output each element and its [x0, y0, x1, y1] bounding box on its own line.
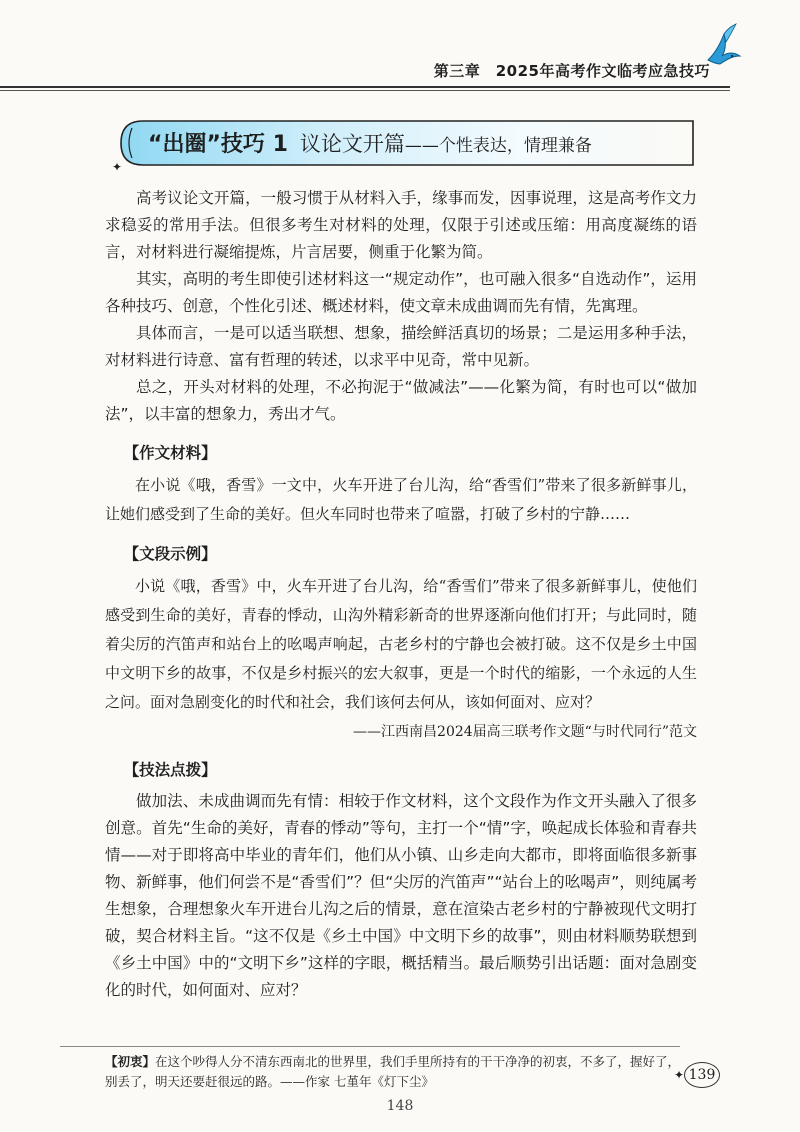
footer-rule [60, 1046, 680, 1047]
banner-tag: “出圈”技巧 1 [148, 132, 288, 157]
footer-quote-label: 【初衷】 [105, 1054, 156, 1069]
footer-quote-text: 在这个吵得人分不清东西南北的世界里，我们手里所持有的干干净净的初衷，不多了，握好了，别丢了，明天还要赶很远的路。——作家 七堇年《灯下尘》 [105, 1054, 681, 1089]
sparkle-icon: ✦ [673, 1068, 684, 1082]
article-body [105, 185, 697, 1004]
technique-text: 做加法、未成曲调而先有情：相较于作文材料，这个文段作为作文开头融入了很多创意。首先“生命的美好，青春的悸动”等句，主打一个“情”字，唤起成长体验和青春共情——对于即将高中毕业的青年们，他们从小镇、山乡走向大都市，即将面临很多新事物、新鲜事，他们何尝不是“香雪们”？但“尖厉的汽笛声”“站台上的吆喝声”，则纯属考生想象，合理想象火车开进台儿沟之后的情景，意在渲染古老乡村的宁静被现代文明打破，契合材料主旨。“这不仅是《乡土中国》中文明下乡的故事”，则由材料顺势联想到《乡土中国》中的“文明下乡”这样的字眼，概括精当。最后顺势引出话题：面对急剧变化的时代，如何面对、应对？ [105, 792, 697, 999]
sparkle-icon: ✦ [112, 160, 123, 174]
example-label: 【文段示例】 [123, 545, 217, 563]
page-badge: 139 [684, 1062, 720, 1088]
header-rule [0, 86, 730, 88]
chapter-title: 第三章 2025年高考作文临考应急技巧 [433, 62, 710, 80]
material-text: 在小说《哦，香雪》一文中，火车开进了台儿沟，给“香雪们”带来了很多新鲜事儿，让她们感受到了生命的美好。但火车同时也带来了喧嚣，打破了乡村的宁静…… [105, 476, 697, 523]
section-banner [118, 118, 698, 168]
intro-paragraph: 总之，开头对材料的处理，不必拘泥于“做减法”——化繁为简，有时也可以“做加法”，以丰富的想象力，秀出才气。 [105, 378, 697, 423]
technique-label: 【技法点拨】 [123, 761, 217, 779]
chapter-header [0, 48, 800, 88]
banner-main-title: 议论文开篇 [299, 132, 405, 156]
intro-paragraph: 具体而言，一是可以适当联想、想象，描绘鲜活真切的场景；二是运用多种手法，对材料进行诗意、富有哲理的转述，以求平中见奇，常中见新。 [105, 324, 697, 369]
page-number: 148 [386, 1098, 414, 1114]
header-rule-thin [0, 90, 730, 91]
intro-paragraph: 其实，高明的考生即使引述材料这一“规定动作”，也可融入很多“自选动作”，运用各种技巧、创意，个性化引述、概述材料，使文章未成曲调而先有情，先寓理。 [105, 270, 697, 315]
material-label: 【作文材料】 [123, 444, 217, 462]
example-source: ——江西南昌2024届高三联考作文题“与时代同行”范文 [353, 724, 697, 740]
example-text: 小说《哦，香雪》中，火车开进了台儿沟，给“香雪们”带来了很多新鲜事儿，使他们感受到生命的美好，青春的悸动，山沟外精彩新奇的世界逐渐向他们打开；与此同时，随着尖厉的汽笛声和站台上的吆喝声响起，古老乡村的宁静也会被打破。这不仅是乡土中国中文明下乡的故事，不仅是乡村振兴的宏大叙事，更是一个时代的缩影，一个永远的人生之问。面对急剧变化的时代和社会，我们该何去何从，该如何面对、应对？ [105, 577, 697, 711]
intro-paragraph: 高考议论文开篇，一般习惯于从材料入手，缘事而发，因事说理，这是高考作文力求稳妥的常用手法。但很多考生对材料的处理，仅限于引述或压缩：用高度凝练的语言，对材料进行凝缩提炼，片言居要，侧重于化繁为简。 [105, 189, 697, 261]
footer-quote [105, 1052, 685, 1092]
swallow-bird-icon [702, 22, 742, 70]
banner-subtitle: ——个性表达，情理兼备 [404, 136, 592, 156]
